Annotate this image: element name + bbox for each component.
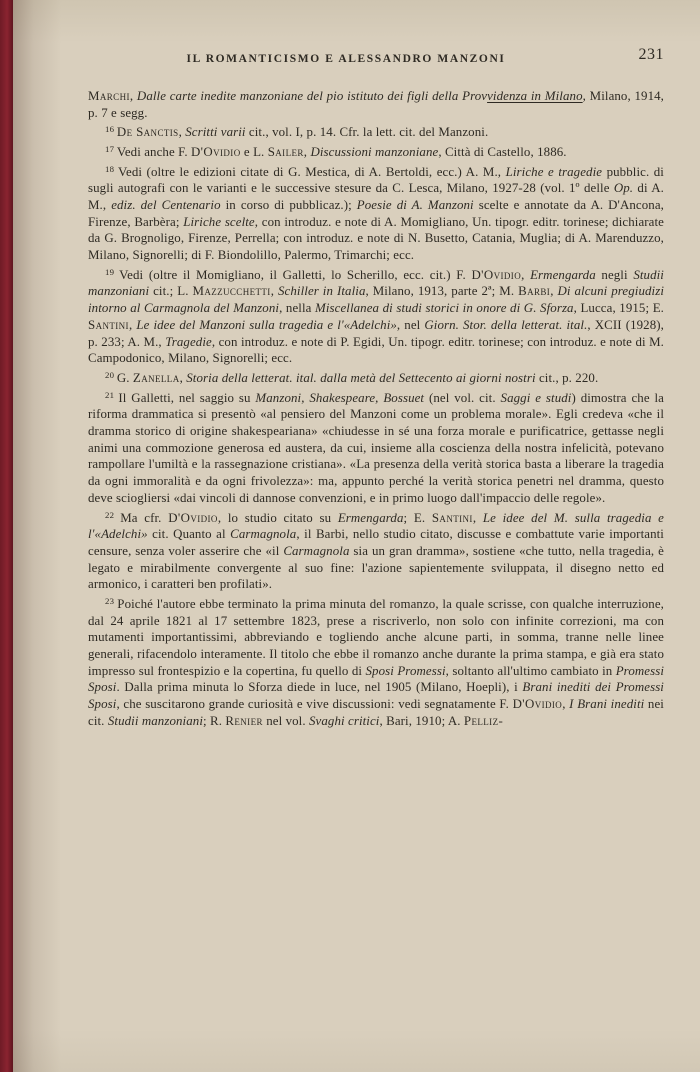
text-run: ,: [550, 284, 558, 299]
text-run: ,: [128, 317, 137, 332]
text-run: Vedi (oltre le edizioni citate di G. Mestica, di A. Bertoldi, ecc.) A. M.,: [118, 164, 506, 179]
paper-surface: [13, 0, 700, 1072]
text-run: Ermengarda: [530, 267, 596, 282]
text-run: , con introduz. e note di P. Egidi, Un. tipogr. editr. torinese; con introduz. e note di M. Campodonico, Milano, Signorelli; ecc.: [88, 334, 664, 366]
text-run: Manzoni, Shakespeare, Bossuet: [255, 390, 425, 405]
text-run: 20: [105, 370, 117, 380]
text-run: Sposi Promessi: [365, 663, 446, 678]
paragraph-continuation: [88, 88, 664, 121]
text-run: Vedi (oltre il Momigliano, il Galletti, lo Scherillo, ecc. cit.) F.: [119, 267, 472, 282]
text-run: D'Ovidio: [168, 510, 218, 525]
text-run: , Milano, 1913, parte 2ª; M.: [365, 284, 519, 299]
text-run: ,: [303, 144, 311, 159]
text-run: Di alcuni pregiudizi intorno al Carmagnola del Manzoni: [88, 284, 665, 316]
text-run: , il Barbi, nello studio citato, discusse e combattute varie importanti censure, senza voler asserire che «il: [88, 527, 664, 558]
text-run: Ermengarda: [337, 510, 404, 525]
text-run: Marchi: [88, 89, 130, 103]
text-run: , che suscitarono grande curiosità e vive discussioni: vedi segnatamente F.: [116, 697, 513, 712]
text-run: Le idee del Manzoni sulla tragedia e l'«Adelchi»: [136, 317, 397, 332]
text-run: Studii manzoniani: [107, 713, 204, 728]
text-run: Vedi anche F.: [116, 144, 191, 159]
text-run: Schiller in Italia: [277, 284, 366, 299]
text-run: ,: [179, 370, 187, 385]
text-run: Promessi Sposi: [88, 663, 665, 695]
text-run: 23: [105, 595, 118, 606]
text-run: Brani inediti dei Promessi Sposi: [88, 680, 664, 712]
text-run: nel vol.: [262, 713, 309, 728]
text-run: scelte e annotate da A. D'Ancona, Firenze, Barbèra;: [88, 198, 664, 229]
running-title: IL ROMANTICISMO E ALESSANDRO MANZONI: [186, 53, 506, 65]
text-run: Svaghi critici: [309, 713, 380, 728]
text-run: Saggi e studi: [500, 390, 572, 405]
text-run: pubblic. di sugli autografi con le varianti e le successive stesure da C. Lesca, Milano, 1927-28 (vol. 1º delle: [88, 164, 664, 196]
text-run: ediz. del Centenario: [111, 198, 221, 213]
text-run: Storia della letterat. ital. dalla metà del Settecento ai giorni nostri: [186, 370, 536, 385]
text-run: Le idee del M. sulla tragedia e l'«Adelchi»: [88, 510, 664, 542]
text-run: di A. M.,: [88, 181, 664, 213]
text-run: Carmagnola: [230, 527, 297, 542]
footnote-paragraph-16: [88, 121, 664, 141]
text-run: Mazzucchetti: [192, 284, 271, 299]
text-run: 22: [105, 509, 121, 520]
text-run: Pelliz-: [463, 713, 504, 728]
text-run: De Sanctis: [116, 125, 179, 140]
text-run: , nel: [396, 317, 425, 332]
footnote-paragraph-19: [88, 264, 664, 367]
text-run: cit., vol. I, p. 14. Cfr. la lett. cit. del Manzoni.: [245, 125, 489, 140]
text-run: Dalle carte inedite manzoniane del pio istituto dei figli della Prov: [136, 89, 488, 103]
text-run: (nel vol. cit.: [424, 390, 501, 405]
text-run: , XCII (1928), p. 233; A. M.,: [88, 317, 664, 349]
text-run: sia un gran dramma», sostiene «che tutto, nella tragedia, è legato e mirabilmente convergente al suo fine: l'azione sapientemente sviluppata, il disegno netto ed armonico, i caratteri ben profilati».: [88, 543, 664, 592]
text-run: D'Ovidio: [512, 697, 563, 712]
text-run: Santini: [431, 510, 473, 525]
text-run: Liriche e tragedie: [505, 164, 603, 179]
text-run: Zanella: [132, 370, 180, 385]
text-run: 21: [105, 389, 119, 400]
text-run: Poiché l'autore ebbe terminato la prima minuta del romanzo, la quale scrisse, con qualche interruzione, dal 24 aprile 1821 al 17 settembre 1823, prese a riscriverlo, non solo con infinite correzioni, ma con mutamenti importantissimi, abbreviando e togliendo anche alcune parti, in somma, tranne nelle linee generali, rifacendolo interamente. Il titolo che ebbe il romanzo anche durante la prima stampa, e già era stato impresso sul frontespizio e la copertina, fu quello di: [88, 596, 664, 678]
text-run: ; E.: [403, 510, 432, 525]
text-run: Op.: [613, 181, 634, 196]
text-run: Scritti varii: [185, 125, 246, 140]
page-number: 231: [638, 46, 664, 63]
text-run: Santini: [88, 317, 129, 332]
footnote-paragraph-17: [88, 141, 664, 161]
text-run: , Lucca, 1915; E.: [573, 301, 664, 316]
text-run: Renier: [225, 713, 263, 728]
text-run: Poesie di A. Manzoni: [356, 198, 474, 213]
text-run: Barbi: [518, 284, 551, 299]
footnote-paragraph-20: [88, 367, 664, 387]
text-run: ,: [562, 697, 570, 712]
text-run: D'Ovidio: [190, 144, 241, 159]
text-run: nei cit.: [88, 697, 664, 728]
text-run: Il Galletti, nel saggio su: [118, 390, 256, 405]
text-run: Miscellanea di studi storici in onore di G. Sforza: [315, 301, 574, 316]
text-run: Tragedie: [165, 334, 212, 349]
footnote-paragraph-18: [88, 161, 664, 264]
text-run: ,: [178, 125, 186, 140]
text-run: in corso di pubblicaz.);: [220, 198, 357, 213]
text-run: ,: [521, 267, 531, 282]
text-run: 18: [105, 163, 119, 174]
page-header: [88, 46, 664, 68]
text-run: e L.: [240, 144, 268, 159]
text-run: ; R.: [203, 713, 226, 728]
text-run: , Milano, 1914, p. 7 e segg.: [88, 89, 665, 120]
footnote-paragraph-23: [88, 593, 664, 730]
text-run: ,: [129, 89, 137, 103]
text-run: 17: [105, 144, 117, 155]
binding-edge: [0, 0, 13, 1072]
text-run: cit.; L.: [149, 284, 193, 299]
text-run: , Bari, 1910; A.: [379, 713, 464, 728]
text-run: 16: [105, 124, 117, 135]
text-run: Liriche scelte: [183, 214, 255, 229]
text-run: Giorn. Stor. della letterat. ital.: [424, 317, 588, 332]
text-run: ,: [270, 284, 278, 299]
text-run: D'Ovidio: [471, 267, 522, 282]
text-run: I Brani inediti: [569, 697, 645, 712]
text-run: ) dimostra che la riforma drammatica si presentò «al pensiero del Manzoni come un problema morale». Egli credeva «che il dramma storico di origine shakespeariana» «chiudesse in sé una forza morale e purificatrice, gettasse negli animi una commozione generosa ed austera, da cui, insieme alla coscienza della nostra infelicità, potevano rampollare l'umiltà e la rassegnazione cristiana». «La presenza della verità storica basta a liberare la tragedia da ogni immoralità e da ogni frivolezza»: ma, appunto perché la verità storica penetri nel dramma, questo deve sciogliersi «dai vincoli di dannose convenzioni, e in primo luogo dall'impaccio delle regole».: [88, 390, 664, 505]
text-run: , lo studio citato su: [217, 510, 338, 525]
text-run: 19: [105, 266, 120, 277]
text-run: Carmagnola: [283, 543, 350, 558]
page-content: [88, 46, 664, 730]
text-run: , con introduz. e note di A. Momigliano, Un. tipogr. editr. torinese; dichiarate da G. Brognoligo, Firenze, Perrella; con introduz. e note di N. Busetto, Catania, Muglia; di A. Marenduzzo, Milano, Signorelli; di F. Biondolillo, Palermo, Trimarchi; ecc.: [88, 214, 664, 263]
text-run: , nella: [279, 301, 315, 316]
text-run: , soltanto all'ultimo cambiato in: [445, 663, 616, 678]
text-run: cit. Quanto al: [147, 527, 231, 542]
text-run: , Città di Castello, 1886.: [438, 144, 567, 159]
text-run: Studii manzoniani: [88, 267, 664, 299]
text-run: negli: [595, 267, 634, 282]
text-run: videnza in Milano: [487, 89, 583, 103]
footnote-paragraph-22: [88, 507, 664, 593]
text-run: Ma cfr.: [120, 510, 169, 525]
text-run: cit., p. 220.: [535, 370, 599, 385]
text-run: . Dalla prima minuta lo Sforza diede in luce, nel 1905 (Milano, Hoepli), i: [116, 680, 523, 695]
text-run: Sailer: [267, 144, 304, 159]
text-run: ,: [472, 510, 483, 525]
footnotes-block: [88, 88, 664, 730]
text-run: Discussioni manzoniane: [310, 144, 439, 159]
text-run: G.: [116, 370, 133, 385]
footnote-paragraph-21: [88, 387, 664, 507]
